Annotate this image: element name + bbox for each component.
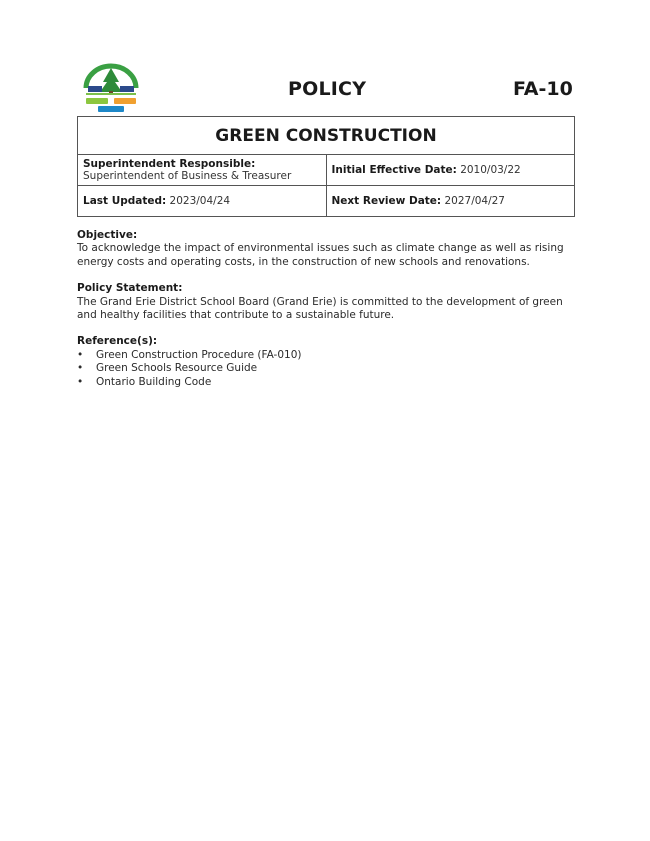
objective-heading: Objective: <box>77 229 138 241</box>
policy-title: GREEN CONSTRUCTION <box>78 117 575 155</box>
policy-statement-heading: Policy Statement: <box>77 282 183 295</box>
initial-effective-label: Initial Effective Date: <box>331 164 457 176</box>
next-review-label: Next Review Date: <box>331 195 442 207</box>
list-item: • Green Construction Procedure (FA-010) <box>77 349 575 362</box>
grand-erie-logo-icon <box>80 62 142 114</box>
initial-effective-value: 2010/03/22 <box>460 164 521 176</box>
initial-effective-cell <box>326 155 575 186</box>
superintendent-cell <box>78 155 327 186</box>
list-item: • Green Schools Resource Guide <box>77 362 575 375</box>
last-updated-cell <box>78 186 327 217</box>
references-heading: Reference(s): <box>77 335 158 348</box>
next-review-value: 2027/04/27 <box>444 195 505 207</box>
next-review-cell <box>326 186 575 217</box>
policy-info-table <box>77 116 575 217</box>
references-list <box>77 349 575 389</box>
policy-code: FA-10 <box>513 78 573 100</box>
last-updated-value: 2023/04/24 <box>169 195 231 207</box>
superintendent-label: Superintendent Responsible: <box>83 158 256 170</box>
objective-section <box>77 229 575 269</box>
policy-body <box>77 229 575 402</box>
policy-statement-section <box>77 282 575 322</box>
references-section <box>77 335 575 389</box>
last-updated-label: Last Updated: <box>83 195 167 207</box>
list-item: • Ontario Building Code <box>77 376 575 389</box>
policy-statement-text: The Grand Erie District School Board (Grand Erie) is committed to the development of green and healthy facilities that contribute to a sustainable future. <box>77 295 563 322</box>
objective-text: To acknowledge the impact of environmental issues such as climate change as well as rising energy costs and operating costs, in the construction of new schools and renovations. <box>77 242 564 268</box>
superintendent-value: Superintendent of Business & Treasurer <box>83 170 292 182</box>
document-type: POLICY <box>288 78 367 100</box>
